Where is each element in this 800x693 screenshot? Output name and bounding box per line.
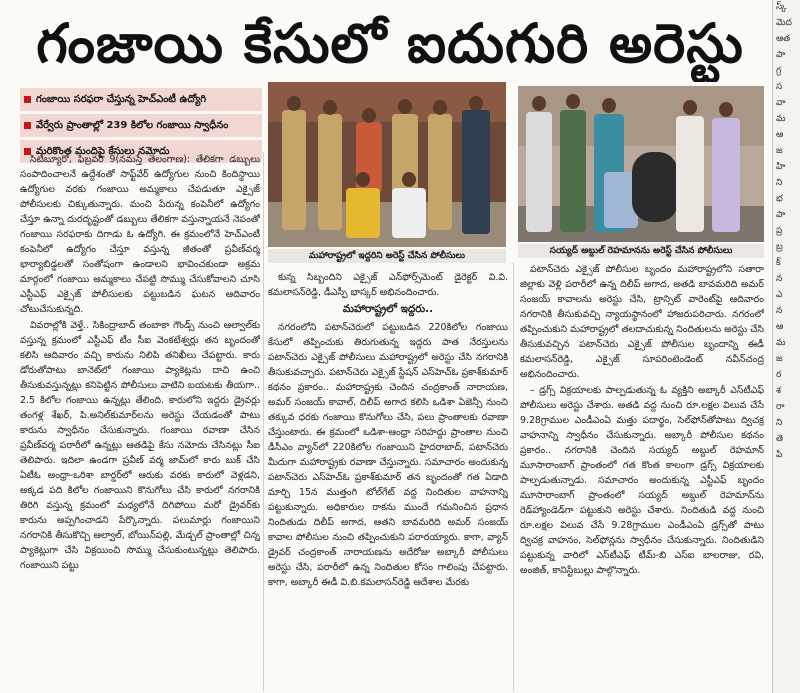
sidebar-text-fragment: ఆ (776, 322, 784, 332)
sidebar-text-fragment: ఆత (776, 34, 791, 44)
officer-head (469, 96, 483, 111)
sidebar-text-fragment: మ (776, 338, 786, 348)
photo-caption: మహారాష్ట్రలో ఇద్దరిని అరెస్ట్ చేసిన పోలీసులు (268, 249, 506, 263)
column-divider (513, 262, 514, 692)
sidebar-text-fragment: ని (776, 418, 783, 428)
officer-figure (712, 118, 740, 232)
bullet-text: గంజాయి సరఫరా చేస్తున్న హెచ్ఎంటీ ఉద్యోగి (36, 94, 207, 105)
officer-figure (462, 110, 490, 234)
section-subhead: మహారాష్ట్రలో ఇద్దరు.. (342, 303, 434, 315)
officer-head (532, 96, 546, 111)
bullet-square-icon (24, 122, 31, 129)
officer-head (398, 99, 412, 114)
sidebar-text-fragment: పా (776, 210, 786, 220)
officer-figure (526, 112, 552, 232)
sidebar-text-fragment: మ (776, 114, 786, 124)
photo-caption: సయ్యద్ అబ్దుల్ రెహమానను అరెస్ట్ చేసిన పోలీసులు (518, 244, 764, 258)
bullet-square-icon (24, 96, 31, 103)
sidebar-text-fragment: వా (776, 98, 786, 108)
officer-head (719, 102, 733, 117)
sidebar-text-fragment: హి (776, 162, 786, 172)
column-divider (263, 152, 264, 692)
sidebar-text-fragment: గ్ర (776, 66, 782, 76)
accused-figure (346, 188, 380, 238)
officer-head (566, 94, 580, 109)
article-paragraph: – డ్రగ్స్ విక్రయాలకు పాల్పడుతున్న ఓ వ్యక్తిని అబ్కారీ ఎస్‌టీఎఫ్ పోలీసులు అరెస్టు చేశారు. అతడి వద్ద నుంచి రూ.లక్షల విలువ చేసే 9.28గ్రాముల ఎండీఎంఏ మత్తు పదార్థం, సెల్‌ఫోన్‌తోపాటు ద్విచక్ర వాహనాన్ని స్వాధీనం చేసుకున్నారు. అబ్కారీ పోలీసుల కథనం ప్రకారం.. నగరానికి చెందిన సయ్యద్ అబ్దుల్ రెహమాన్ మూసారాంబాగ్ ప్రాంతంలో గత కొంత కాలంగా డ్రగ్స్ విక్రయాలకు పాల్పడుతున్నాడు. సమాచారం అందుకున్న ఎస్టీఎఫ్ బృందం మూసారాంబాగ్ ప్రాంతంలో సయ్యద్ అబ్దుల్ రెహమాన్‌ను రెడ్‌హ్యాండెడ్‌గా పట్టుకుని అరెస్టు చేశారు. నిందితుడి వద్ద నుంచి రూ.లక్షల విలువ చేసే 9.28గ్రాముల ఎండీఎంఏ డ్రగ్స్‌తో పాటు ద్విచక్ర వాహనం, సెల్‌ఫోన్లను స్వాధీనం చేసుకున్నారు. నిందితుడిని పట్టుకున్న వారిలో ఎస్‌టీఎఫ్ టీమ్-బి ఎస్ఐ బాలరాజు, రవి, అంజిత్, కానిస్టేబుల్లు పాల్గొన్నారు. (520, 385, 764, 576)
officer-figure (318, 114, 342, 230)
sidebar-text-fragment: ప్ర (776, 226, 783, 236)
photo-arrest-maharashtra (268, 82, 506, 247)
sidebar-text-fragment: జ (776, 146, 783, 156)
bullet-text: వేర్వేరు ప్రాంతాల్లో 239 కిలోల గంజాయి స్వాధీనం (36, 120, 229, 131)
sidebar-text-fragment: ర (776, 370, 782, 380)
sidebar-text-fragment: మెద (776, 18, 792, 28)
sidebar-text-fragment: క్ (776, 258, 781, 268)
adjacent-article-edge (772, 0, 800, 693)
sidebar-text-fragment: ఆ (776, 130, 784, 140)
officer-head (433, 100, 447, 115)
sidebar-text-fragment: రా (776, 402, 785, 412)
sidebar-text-fragment: న (776, 306, 783, 316)
motorbike (632, 152, 678, 222)
sidebar-text-fragment: బ్ర (776, 242, 783, 252)
officer-head (683, 100, 697, 115)
sidebar-text-fragment: జ (776, 354, 783, 364)
sidebar-text-fragment: న (776, 274, 783, 284)
article-paragraph: సిటీబ్యూరో, ఫిబ్రవరి 9(నమస్తే తెలంగాణ): తేలికగా డబ్బులు సంపాదించాలనే ఉద్దేశంతో సాఫ్ట్‌వేర్ ఉద్యోగుల నుంచి కిందిస్థాయి ఉద్యోగుల వరకు గంజాయి అమ్మకాలు చేపడుతూ ఎక్సైజ్ పోలీసులకు చిక్కుతున్నారు. మంచి పేరున్న కంపెనీలో ఉద్యోగం చేస్తూ ఉన్నా దురదృష్టంతో డబ్బులు తేలికగా వస్తున్నాయనే నెపంతో గంజాయి సరఫరాకు దిగాడు ఓ ఉద్యోగి. ఈ క్రమంలోనే హెచ్ఎంటీ కంపెనీలో ఉద్యోగం చేస్తూ వస్తున్న జీతంతో ప్రవీణ్‌వర్మ భార్యాబిడ్డలతో సంతోషంగా ఉండాలని భావించకుండా అక్రమ మార్గంలో గంజాయి అమ్మకాలు చేపట్టి సొమ్ము చేసుకోవాలని చూసి ఎస్టీఎఫ్ ఎక్సైజ్ పోలీసులకు పట్టుబడిన ఘటన ఆదివారం చోటుచేసుకున్నది. (20, 154, 260, 315)
article-paragraph: వివరాల్లోకి వెళ్తే.. సికింద్రాబాద్ తంబాకా గౌండ్స్ నుంచి ఆల్వాల్‌కు వస్తున్న క్రమంలో ఎస్టీఎఫ్ టీం సీఐ వెంకటేశ్వర్లు తన బృందంతో కలిసి ఆదివారం వచ్చి కారును నిలిపి తనిఖీలు చేపట్టారు. కారు డోరుతోపాటు బానెట్‌లో గంజాయి ప్యాకెట్లను దాచి ఉంచి తీసుకువస్తున్నట్లు కనిపెట్టిన పోలీసులు వాటిని బయటకు తీయగా.. 2.5 కిలోల గంజాయి ఉన్నట్లు తేలింది. కారులోని ఇద్దరు డ్రైవర్లు తంగళ్ల శేఖర్, పి.అనిల్‌కుమార్‌లను అరెస్టు చేయడంతో పాటు కారును స్వాధీనం చేసుకున్నారు. గంజాయి రవాణా చేసిన ప్రవీణ్‌వర్మ పరారీలో ఉన్నట్లు ఆతడిపై కేసు నమోదు చేసినట్లు సీఐ తెలిపారు. ఇదిలా ఉండగా ప్రవీణ్ వర్మ జామ్‌లో కారు బుక్ చేసి ఏటీఓ అంధ్రా-ఒరిశా బార్డర్‌లో ఆరుకు వరకు కారులో వెళ్లడని, అక్కడ పది కిలోల గంజాయిని కొనుగోలు చేసి కారులో నగరానికి తిరిగి వస్తున్న క్రమంలో మధ్యలోనే దిగిపోయి మరో డ్రైవర్‌కు కారును అప్పగించాడని పేర్కొన్నారు. పలుమార్లు గంజాయిని నగరానికి తీసుకొచ్చి ఆల్వాల్, బోయిన్‌పల్లి, మేడ్చల్ ప్రాంతాల్లో చిన్న ప్యాకెట్లుగా చేసి విక్రయించి సొమ్ము చేసుకుంటున్నట్లు తెలిపారు. గంజాయిని పట్టు (20, 320, 260, 571)
article-column-2 (268, 270, 508, 690)
man-head (362, 108, 376, 123)
officer-figure (676, 116, 704, 232)
sidebar-text-fragment: తె (776, 434, 784, 444)
sidebar-text-fragment: ఎ (776, 290, 783, 300)
article-column-3 (520, 262, 764, 692)
sidebar-text-fragment: భ (776, 194, 783, 204)
article-column-1 (20, 152, 260, 692)
officer-figure (428, 114, 452, 230)
sidebar-text-fragment: శ (776, 386, 781, 396)
officer-figure (282, 110, 306, 230)
article-paragraph: కున్న సిబ్బందిని ఎక్సైజ్ ఎన్‌ఫోర్స్‌మెంట్ డైరెక్టర్ వి.వి. కమలాసన్‌రెడ్డి, డీఎస్పీ భాస్కర్ అభినందించారు. (268, 272, 508, 298)
bullet-text: మరికొంత మందిపై కేసులు నమోదు (36, 146, 170, 157)
sidebar-text-fragment: పి (776, 450, 783, 460)
accused-figure (392, 188, 426, 238)
sidebar-text-fragment: పా (776, 50, 786, 60)
page-headline: గంజాయి కేసులో ఐదుగురి అరెస్టు (36, 12, 744, 75)
sidebar-text-fragment: స (776, 82, 783, 92)
officer-head (602, 98, 616, 113)
bullet-item (20, 88, 262, 111)
accused-head (402, 172, 416, 187)
sidebar-text-fragment: స్క్ (776, 2, 787, 12)
officer-head (287, 96, 301, 111)
sidebar-text-fragment: ని (776, 178, 783, 188)
article-paragraph: పటాన్‌చెరు ఎక్సైజ్ పోలీసుల బృందం మహారాష్ట్రలోని సతారా జిల్లాకు వెళ్లి పరారీలో ఉన్న దిలీప్ అగాద, అతడి బావమరిది అమర్ సంజయ్ కావాలను అరెస్టు చేసి, ట్రాన్సిట్ వారెంట్‌పై ఆదివారం నగరానికి తీసుకువచ్చి న్యాయస్థానంలో హాజరుపరిచారు. నగరంలో తప్పించుకుని మహారాష్ట్రలో తలదాచుకున్న నిందితులను అరెస్టు చేసి తీసుకువచ్చిన పటాన్‌చెరు ఎక్సైజ్ పోలీసుల బృందాన్ని ఈడీ కమలాసన్‌రెడ్డి, ఎక్సైజ్ సూపరింటెండెంట్ నవీన్‌చంద్ర అభినందించారు. (520, 264, 764, 380)
officer-head (323, 100, 337, 115)
bullet-item (20, 114, 262, 137)
accused-head (356, 172, 370, 187)
officer-figure (560, 110, 586, 232)
article-paragraph: నగరంలోని పటాన్‌చెరులో పట్టుబడిన 220కిలోల గంజాయి కేసులో తప్పించుకు తిరుగుతున్న ఇద్దరు పాత నేరస్తులను పటాన్‌చెరు ఎక్సైజ్ పోలీసులు మహారాష్ట్రలో అరెస్టు చేసి నగరానికి తీసుకువచ్చారు. పటాన్‌చెరు ఎక్సైజ్ స్టేషన్ ఎస్‌హెచ్ఓ ప్రకాశ్‌కుమార్ కథనం ప్రకారం.. మహారాష్ట్రకు చెందిన చంద్రకాంత్ నారాయణ, అమర్ సంజయ్ కావాల్, దిలీప్ అగాద కలిసి ఒడిశా ఏజెన్సీ నుంచి తక్కువ ధరకు గంజాయి కొనుగోలు చేసి, పలు ప్రాంతాలకు రవాణా చేస్తుంటారు. ఈ క్రమంలో ఒడిశా-ఆంధ్రా సరిహద్దు ప్రాంతాల నుంచి డీసీఎం వ్యాన్‌లో 220కిలోల గంజాయిని హైదరాబాద్, పటాన్‌చెరు మీదుగా మహారాష్ట్రకు రవాణా చేస్తున్నారు. సమాచారం అందుకున్న పటాన్‌చెరు ఎస్‌హెచ్ఓ ప్రకాశ్‌కుమార్ తన బృందంతో గత ఏడాది మార్చి 15న ముత్తంగి టోల్‌గేట్ వద్ద నిందితుల వాహనాన్ని పట్టుకున్నారు. అధికారుల రాకను ముందే గమనించిన ప్రధాన నిందితుడు దిలీప్ అగాద, ఆతని బావమరిది అమర్ సంజయ్ కావాల పోలీసుల నుంచి తప్పించుకుని పరారయ్యారు. కాగా, వ్యాన్ డ్రైవర్ చంద్రకాంత్ నారాయణను అదేరోజు అబ్కారీ పోలీసులు అరెస్టు చేసి, పరారీలో ఉన్న నిందితుల కోసం గాలింపు చేపట్టారు. కాగా, అబ్కారీ ఈడీ వి.బి.కమలాసన్‌రెడ్డి ఆదేశాల మేరకు (268, 322, 508, 588)
photo-arrest-rehman (518, 86, 764, 242)
